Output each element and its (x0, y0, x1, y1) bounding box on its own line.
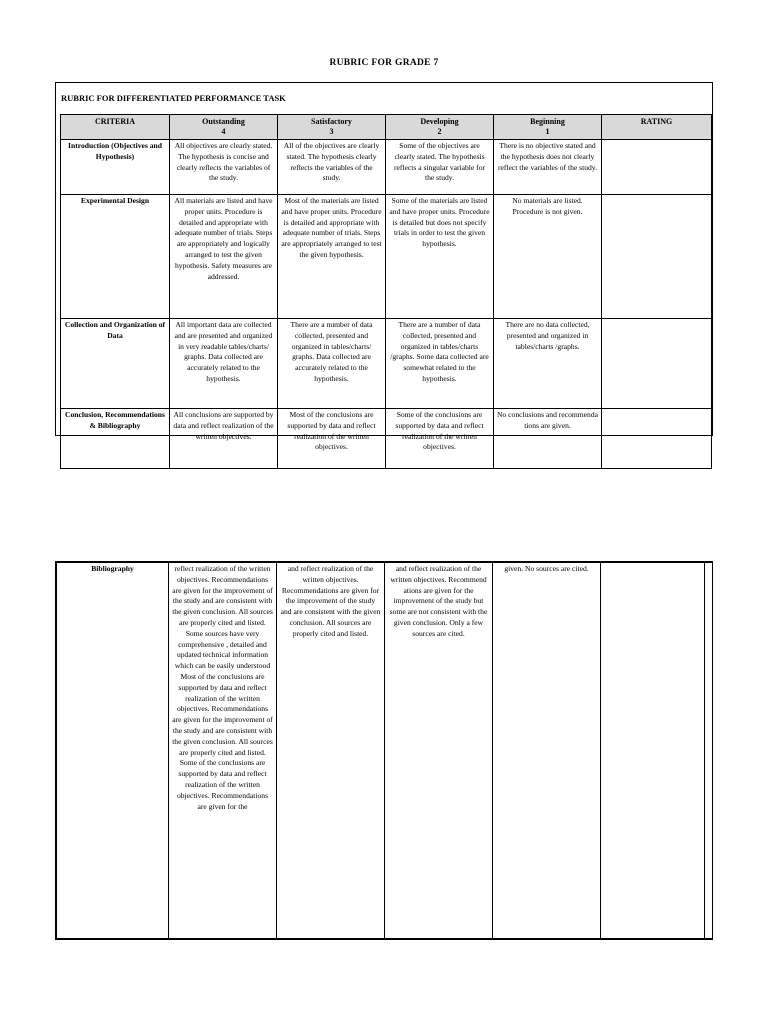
rating-cell[interactable] (601, 563, 705, 939)
section-title: RUBRIC FOR DIFFERENTIATED PERFORMANCE TASK (61, 93, 286, 103)
header-outstanding: Outstanding 4 (170, 115, 278, 140)
satisfactory-cell: There are a number of data collected, presented and organized in tables/charts/ graphs. Data collected are accurately related to the hypothesis. (278, 319, 386, 409)
satisfactory-cell: All of the objectives are clearly stated. The hypothesis clearly reflects the variables of the study. (278, 140, 386, 195)
criteria-cell: Introduction (Objectives and Hypothesis) (61, 140, 170, 195)
criteria-cell: Collection and Organization of Data (61, 319, 170, 409)
rating-cell[interactable] (602, 140, 712, 195)
rubric-table-continued (56, 562, 713, 939)
header-satisfactory: Satisfactory 3 (278, 115, 386, 140)
rubric-table (60, 114, 712, 469)
satisfactory-cell: and reflect realization of the written objectives. Recommendations are given for the improvement of the study and are consistent with the given conclusion. All sources are properly cited and listed. (277, 563, 385, 939)
beginning-cell: No materials are listed. Procedure is not given. (494, 195, 602, 319)
developing-cell: and reflect realization of the written objectives. Recommend ations are given for the improvement of the study but some are not consistent with the given conclusion. Only a few sources are cited. (385, 563, 493, 939)
table-row (61, 319, 712, 409)
criteria-cell: Experimental Design (61, 195, 170, 319)
rating-cell[interactable] (602, 409, 712, 469)
satisfactory-cell: Most of the conclusions are supported by data and reflect realization of the written objectives. (278, 409, 386, 469)
outstanding-cell: All objectives are clearly stated. The hypothesis is concise and clearly reflects the variables of the study. (170, 140, 278, 195)
table-edge (705, 563, 713, 939)
criteria-cell: Conclusion, Recommendations & Bibliography (61, 409, 170, 469)
rubric-frame-page-1 (55, 82, 713, 452)
developing-cell: Some of the objectives are clearly stated. The hypothesis reflects a singular variable for the study. (386, 140, 494, 195)
developing-cell: Some of the materials are listed and have proper units. Procedure is detailed but does not specify trials in order to test the given hypothesis. (386, 195, 494, 319)
rubric-frame-page-2 (55, 561, 713, 940)
outstanding-cell: All conclusions are supported by data and reflect realization of the written objectives. (170, 409, 278, 469)
table-row (61, 195, 712, 319)
document-title: RUBRIC FOR GRADE 7 (329, 58, 439, 68)
outstanding-cell: All materials are listed and have proper units. Procedure is detailed and appropriate with adequate number of trials. Steps are appropriately and logically arranged to test the given hypothesis. Safety measures are addressed. (170, 195, 278, 319)
beginning-cell: No conclusions and recommenda tions are given. (494, 409, 602, 469)
beginning-cell: given. No sources are cited. (493, 563, 601, 939)
beginning-cell: There is no objective stated and the hypothesis does not clearly reflect the variables of the study. (494, 140, 602, 195)
beginning-cell: There are no data collected, presented and organized in tables/charts /graphs. (494, 319, 602, 409)
criteria-cell: Bibliography (57, 563, 169, 939)
rating-cell[interactable] (602, 319, 712, 409)
header-row (61, 115, 712, 140)
table-row (57, 563, 713, 939)
header-beginning: Beginning 1 (494, 115, 602, 140)
satisfactory-cell: Most of the materials are listed and have proper units. Procedure is detailed and appropriate with adequate number of trials. Steps are appropriately arranged to test the given hypothesis. (278, 195, 386, 319)
outstanding-cell: All important data are collected and are presented and organized in very readable tables/charts/ graphs. Data collected are accurately related to the hypothesis. (170, 319, 278, 409)
rating-cell[interactable] (602, 195, 712, 319)
table-row (61, 140, 712, 195)
header-developing: Developing 2 (386, 115, 494, 140)
developing-cell: Some of the conclusions are supported by data and reflect realization of the written objectives. (386, 409, 494, 469)
table-row (61, 409, 712, 469)
header-criteria: CRITERIA (61, 115, 170, 140)
outstanding-cell: reflect realization of the written objectives. Recommendations are given for the improvement of the study and are consistent with the given conclusion. All sources are properly cited and listed. Some sources have very comprehensive , detailed and updated technical information which can be easily understood Most of the conclusions are supported by data and reflect realization of the written objectives. Recommendations are given for the improvement of the study and are consistent with the given conclusion. All sources are properly cited and listed. Some of the conclusions are supported by data and reflect realization of the written objectives. Recommendations are given for the (169, 563, 277, 939)
header-rating: RATING (602, 115, 712, 140)
developing-cell: There are a number of data collected, presented and organized in tables/charts /graphs. Some data collected are somewhat related to the hypothesis. (386, 319, 494, 409)
